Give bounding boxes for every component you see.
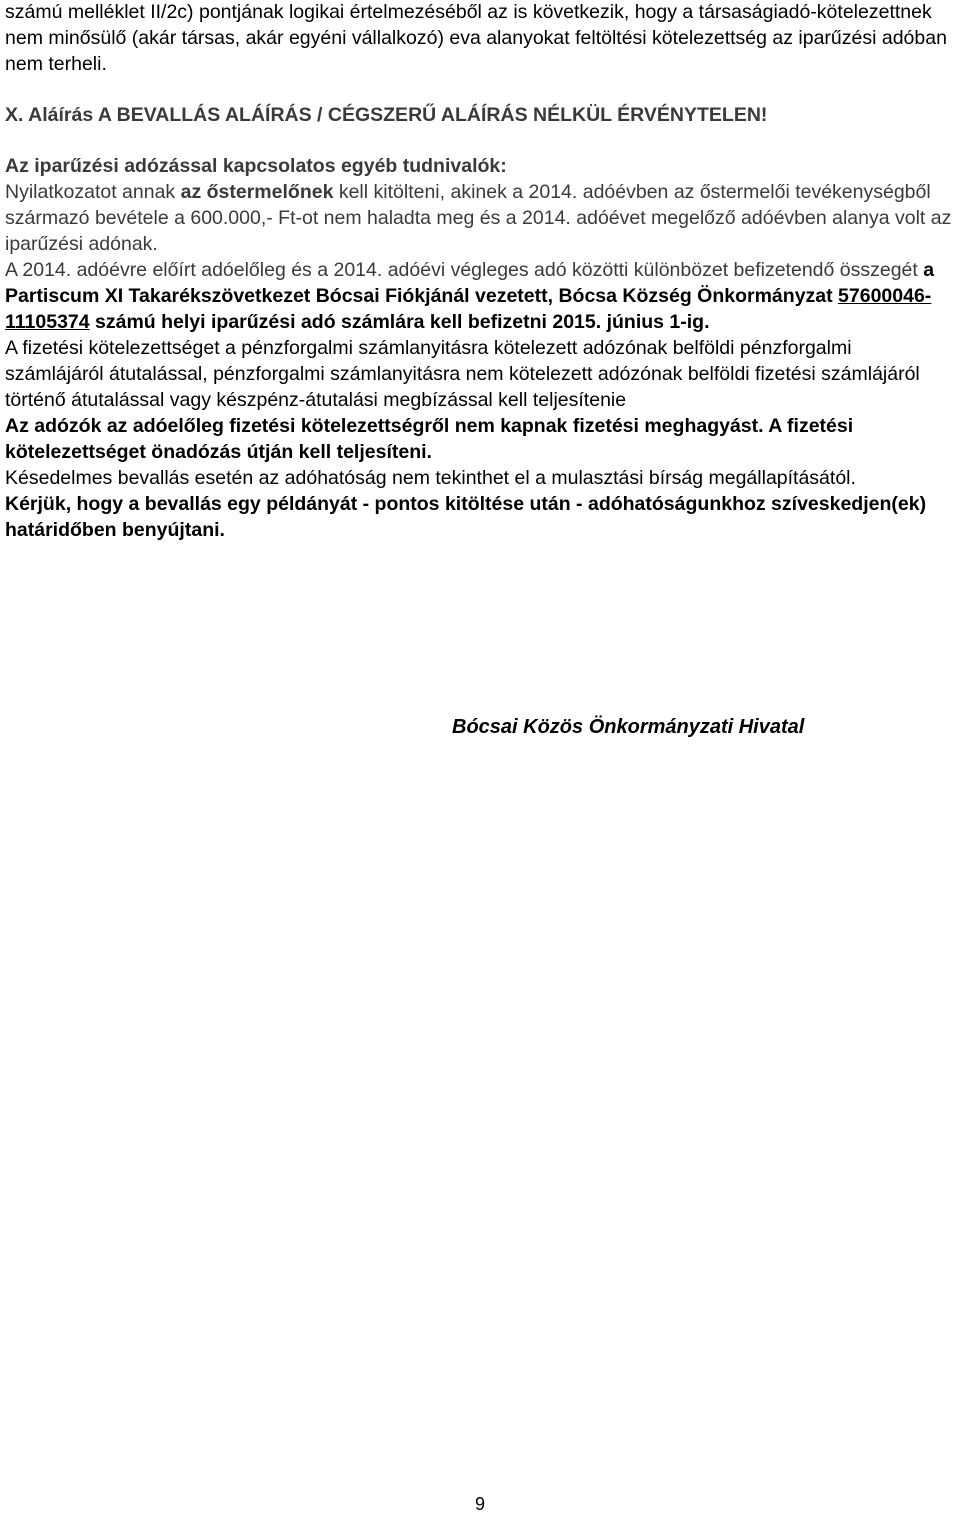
farmer-declaration-paragraph (5, 179, 955, 257)
transfer-obligation-paragraph: A fizetési kötelezettséget a pénzforgalmi számlanyitásra kötelezett adózónak belföldi pénzforgalmi számlájáról átutalással, pénzforgalmi számlanyitásra nem kötelezett adózónak belföldi fizetési számlájáról történő átutalással vagy készpénz-átutalási megbízással kell teljesítenie (5, 337, 920, 411)
payment-bank-text: a Partiscum XI Takarékszövetkezet Bócsai Fiókjánál vezetett, Bócsa Község Önkormányzat (5, 259, 935, 307)
farmer-declaration-text-c: kell kitölteni, akinek a 2014. adóévben az őstermelői tevékenységből származó bevétele a 600.000,- Ft-ot nem haladta meg és a 2014. adóévet megelőző adóévben alanya volt az iparűzési adónak. (5, 181, 952, 255)
payment-deadline-text: számú helyi iparűzési adó számlára kell befizetni 2015. június 1-ig. (89, 311, 710, 333)
request-paragraph: Kérjük, hogy a bevallás egy példányát - pontos kitöltése után - adóhatóságunkhoz szíveskedjen(ek) határidőben benyújtani. (5, 493, 927, 541)
farmer-declaration-text-a: Nyilatkozatot annak (5, 181, 181, 203)
section-x-heading: X. Aláírás A BEVALLÁS ALÁÍRÁS / CÉGSZERŰ ALÁÍRÁS NÉLKÜL ÉRVÉNYTELEN! (5, 104, 768, 126)
farmer-term: az őstermelőnek (180, 181, 334, 203)
late-filing-paragraph: Késedelmes bevallás esetén az adóhatóság nem tekinthet el a mulasztási bírság megállapításától. (5, 467, 856, 489)
payment-text-a: A 2014. adóévre előírt adóelőleg és a 2014. adóévi végleges adó közötti különbözet befizetendő összegét (5, 259, 924, 281)
info-heading: Az iparűzési adózással kapcsolatos egyéb tudnivalók: (5, 155, 507, 177)
advance-payment-paragraph: Az adózók az adóelőleg fizetési kötelezettségről nem kapnak fizetési meghagyást. A fizetési kötelezettséget önadózás útján kell teljesíteni. (5, 415, 854, 463)
intro-paragraph: számú melléklet II/2c) pontjának logikai értelmezéséből az is következik, hogy a társaságiadó-kötelezettnek nem minősülő (akár társas, akár egyéni vállalkozó) eva alanyokat feltöltési kötelezettség az iparűzési adóban nem terheli. (5, 1, 947, 75)
office-signature: Bócsai Közös Önkormányzati Hivatal (452, 716, 805, 738)
document-page (5, 0, 955, 543)
payment-paragraph (5, 257, 955, 335)
bank-account-number: 57600046-11105374 (5, 285, 932, 333)
page-number: 9 (474, 1494, 485, 1514)
